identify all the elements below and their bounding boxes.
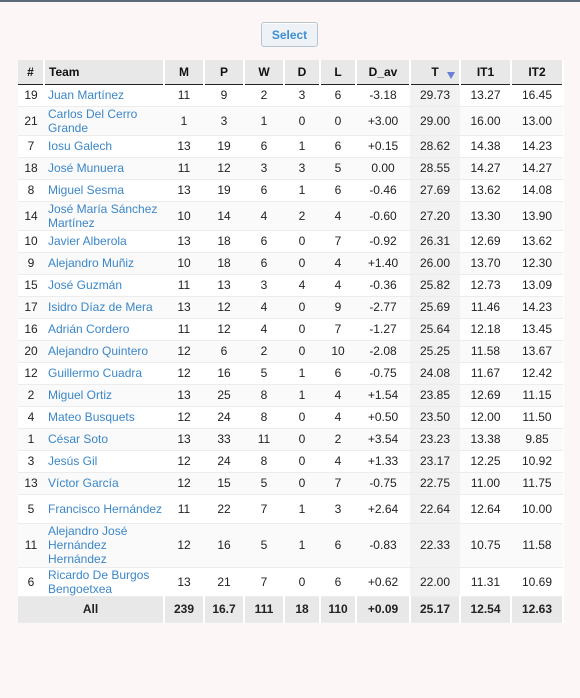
cell-w: 5 — [244, 362, 284, 384]
cell-w: 8 — [244, 384, 284, 406]
cell-it2: 13.62 — [511, 230, 563, 252]
cell-it1: 10.75 — [460, 523, 511, 567]
cell-rank: 4 — [18, 406, 44, 428]
cell-t: 23.23 — [410, 428, 460, 450]
col-header-team[interactable]: Team — [44, 60, 164, 84]
totals-it1: 12.54 — [460, 596, 511, 622]
cell-m: 10 — [164, 252, 204, 274]
cell-p: 9 — [204, 84, 244, 106]
cell-d-av: -1.27 — [356, 318, 410, 340]
cell-m: 12 — [164, 472, 204, 494]
cell-p: 25 — [204, 384, 244, 406]
sort-desc-icon — [447, 72, 455, 79]
cell-d: 2 — [284, 201, 320, 230]
cell-w: 2 — [244, 340, 284, 362]
cell-l: 4 — [320, 274, 356, 296]
cell-m: 13 — [164, 230, 204, 252]
cell-p: 21 — [204, 567, 244, 596]
cell-d: 0 — [284, 450, 320, 472]
cell-d: 0 — [284, 230, 320, 252]
cell-t: 25.82 — [410, 274, 460, 296]
cell-t: 22.64 — [410, 494, 460, 523]
cell-m: 13 — [164, 428, 204, 450]
cell-m: 12 — [164, 450, 204, 472]
cell-m: 12 — [164, 406, 204, 428]
team-link[interactable]: Mateo Busquets — [44, 406, 164, 428]
cell-it2: 11.15 — [511, 384, 563, 406]
cell-l: 7 — [320, 472, 356, 494]
cell-l: 7 — [320, 318, 356, 340]
cell-w: 3 — [244, 274, 284, 296]
cell-t: 28.62 — [410, 135, 460, 157]
cell-t: 27.69 — [410, 179, 460, 201]
totals-p: 16.7 — [204, 596, 244, 622]
col-header-t-label: T — [431, 64, 439, 79]
table-row — [18, 450, 563, 472]
cell-it1: 12.69 — [460, 384, 511, 406]
cell-l: 0 — [320, 106, 356, 135]
cell-l: 4 — [320, 384, 356, 406]
cell-it1: 14.27 — [460, 157, 511, 179]
cell-m: 11 — [164, 274, 204, 296]
cell-p: 22 — [204, 494, 244, 523]
table-row — [18, 252, 563, 274]
cell-l: 4 — [320, 252, 356, 274]
team-link[interactable]: Víctor García — [44, 472, 164, 494]
top-border — [0, 0, 580, 2]
cell-w: 11 — [244, 428, 284, 450]
cell-w: 6 — [244, 252, 284, 274]
team-link[interactable]: Isidro Díaz de Mera — [44, 296, 164, 318]
table-row — [18, 428, 563, 450]
cell-w: 5 — [244, 523, 284, 567]
cell-it1: 13.30 — [460, 201, 511, 230]
cell-rank: 13 — [18, 472, 44, 494]
cell-w: 4 — [244, 318, 284, 340]
table-row — [18, 340, 563, 362]
cell-m: 13 — [164, 179, 204, 201]
cell-m: 10 — [164, 201, 204, 230]
cell-t: 23.17 — [410, 450, 460, 472]
col-header-d[interactable]: D — [284, 60, 320, 84]
cell-rank: 7 — [18, 135, 44, 157]
cell-rank: 12 — [18, 362, 44, 384]
cell-w: 6 — [244, 135, 284, 157]
select-button[interactable]: Select — [261, 22, 318, 47]
team-link[interactable]: José Munuera — [44, 157, 164, 179]
team-link[interactable]: Juan Martínez — [44, 84, 164, 106]
cell-p: 12 — [204, 318, 244, 340]
cell-d-av: +3.00 — [356, 106, 410, 135]
cell-l: 10 — [320, 340, 356, 362]
cell-it2: 12.30 — [511, 252, 563, 274]
cell-l: 6 — [320, 179, 356, 201]
team-link[interactable]: Francisco Hernández — [44, 494, 164, 523]
totals-d: 18 — [284, 596, 320, 622]
cell-rank: 1 — [18, 428, 44, 450]
cell-p: 14 — [204, 201, 244, 230]
cell-l: 5 — [320, 157, 356, 179]
totals-t: 25.17 — [410, 596, 460, 622]
totals-row — [18, 596, 563, 622]
cell-w: 7 — [244, 494, 284, 523]
cell-d-av: +0.50 — [356, 406, 410, 428]
cell-l: 3 — [320, 494, 356, 523]
cell-it2: 14.27 — [511, 157, 563, 179]
cell-p: 13 — [204, 274, 244, 296]
table-row — [18, 406, 563, 428]
table-row — [18, 201, 563, 230]
table-row — [18, 157, 563, 179]
cell-p: 15 — [204, 472, 244, 494]
cell-l: 4 — [320, 406, 356, 428]
cell-w: 4 — [244, 296, 284, 318]
cell-d-av: -0.46 — [356, 179, 410, 201]
cell-p: 12 — [204, 296, 244, 318]
cell-m: 13 — [164, 567, 204, 596]
cell-rank: 3 — [18, 450, 44, 472]
cell-it1: 12.18 — [460, 318, 511, 340]
cell-it2: 14.23 — [511, 135, 563, 157]
cell-w: 5 — [244, 472, 284, 494]
table-row — [18, 296, 563, 318]
cell-it1: 13.27 — [460, 84, 511, 106]
cell-rank: 10 — [18, 230, 44, 252]
cell-d: 4 — [284, 274, 320, 296]
cell-it2: 10.92 — [511, 450, 563, 472]
team-link[interactable]: Miguel Ortiz — [44, 384, 164, 406]
table-row — [18, 567, 563, 596]
team-link[interactable]: Carlos Del Cerro Grande — [44, 106, 164, 135]
team-link[interactable]: César Soto — [44, 428, 164, 450]
cell-it2: 12.42 — [511, 362, 563, 384]
cell-rank: 20 — [18, 340, 44, 362]
cell-m: 12 — [164, 362, 204, 384]
cell-l: 6 — [320, 362, 356, 384]
cell-it2: 10.69 — [511, 567, 563, 596]
table-row — [18, 384, 563, 406]
cell-l: 2 — [320, 428, 356, 450]
cell-d: 0 — [284, 472, 320, 494]
cell-d: 0 — [284, 318, 320, 340]
cell-w: 6 — [244, 179, 284, 201]
totals-d-av: +0.09 — [356, 596, 410, 622]
cell-it1: 16.00 — [460, 106, 511, 135]
cell-p: 12 — [204, 157, 244, 179]
cell-rank: 9 — [18, 252, 44, 274]
team-link[interactable]: Alejandro José Hernández Hernández — [44, 523, 164, 567]
cell-p: 18 — [204, 252, 244, 274]
cell-it2: 14.23 — [511, 296, 563, 318]
totals-w: 111 — [244, 596, 284, 622]
cell-l: 6 — [320, 567, 356, 596]
cell-d: 0 — [284, 106, 320, 135]
cell-d-av: -0.75 — [356, 472, 410, 494]
cell-it1: 11.58 — [460, 340, 511, 362]
cell-d-av: 0.00 — [356, 157, 410, 179]
cell-m: 1 — [164, 106, 204, 135]
table-row — [18, 472, 563, 494]
totals-l: 110 — [320, 596, 356, 622]
cell-rank: 2 — [18, 384, 44, 406]
cell-it2: 16.45 — [511, 84, 563, 106]
cell-it1: 13.70 — [460, 252, 511, 274]
cell-t: 23.85 — [410, 384, 460, 406]
cell-t: 22.33 — [410, 523, 460, 567]
cell-p: 24 — [204, 450, 244, 472]
cell-rank: 15 — [18, 274, 44, 296]
standings-table — [18, 60, 564, 623]
table-row — [18, 523, 563, 567]
cell-t: 29.00 — [410, 106, 460, 135]
cell-it1: 11.31 — [460, 567, 511, 596]
team-link[interactable]: Javier Alberola — [44, 230, 164, 252]
cell-it2: 13.09 — [511, 274, 563, 296]
cell-t: 25.25 — [410, 340, 460, 362]
col-header-t[interactable] — [410, 60, 460, 84]
cell-d: 0 — [284, 296, 320, 318]
team-link[interactable]: Jesús Gil — [44, 450, 164, 472]
col-header-w[interactable]: W — [244, 60, 284, 84]
totals-label: All — [18, 596, 164, 622]
cell-it1: 11.46 — [460, 296, 511, 318]
cell-rank: 18 — [18, 157, 44, 179]
cell-m: 11 — [164, 84, 204, 106]
cell-it1: 13.38 — [460, 428, 511, 450]
totals-m: 239 — [164, 596, 204, 622]
cell-d-av: -2.77 — [356, 296, 410, 318]
cell-w: 8 — [244, 450, 284, 472]
table-row — [18, 362, 563, 384]
header-row — [18, 60, 563, 84]
cell-d-av: +1.40 — [356, 252, 410, 274]
cell-d: 0 — [284, 340, 320, 362]
cell-it2: 13.00 — [511, 106, 563, 135]
cell-rank: 14 — [18, 201, 44, 230]
cell-w: 4 — [244, 201, 284, 230]
cell-d: 1 — [284, 523, 320, 567]
cell-w: 2 — [244, 84, 284, 106]
cell-l: 7 — [320, 230, 356, 252]
cell-p: 33 — [204, 428, 244, 450]
table-row — [18, 274, 563, 296]
cell-d-av: +0.15 — [356, 135, 410, 157]
cell-p: 19 — [204, 179, 244, 201]
team-link[interactable]: Guillermo Cuadra — [44, 362, 164, 384]
cell-t: 28.55 — [410, 157, 460, 179]
cell-rank: 6 — [18, 567, 44, 596]
col-header-d-av[interactable]: D_av — [356, 60, 410, 84]
cell-it2: 14.08 — [511, 179, 563, 201]
cell-it1: 13.62 — [460, 179, 511, 201]
cell-d-av: -3.18 — [356, 84, 410, 106]
table-row — [18, 84, 563, 106]
cell-it1: 11.00 — [460, 472, 511, 494]
cell-d-av: +1.33 — [356, 450, 410, 472]
cell-rank: 5 — [18, 494, 44, 523]
cell-it2: 10.00 — [511, 494, 563, 523]
cell-t: 25.64 — [410, 318, 460, 340]
cell-l: 4 — [320, 201, 356, 230]
cell-m: 12 — [164, 523, 204, 567]
cell-d: 1 — [284, 494, 320, 523]
col-header-m[interactable]: M — [164, 60, 204, 84]
cell-it1: 12.73 — [460, 274, 511, 296]
cell-d: 0 — [284, 252, 320, 274]
cell-it1: 12.69 — [460, 230, 511, 252]
cell-it2: 11.50 — [511, 406, 563, 428]
cell-d: 1 — [284, 384, 320, 406]
cell-d-av: -0.60 — [356, 201, 410, 230]
cell-p: 19 — [204, 135, 244, 157]
cell-p: 3 — [204, 106, 244, 135]
cell-m: 12 — [164, 340, 204, 362]
cell-p: 16 — [204, 523, 244, 567]
table-row — [18, 494, 563, 523]
cell-l: 6 — [320, 523, 356, 567]
cell-w: 7 — [244, 567, 284, 596]
cell-it1: 12.64 — [460, 494, 511, 523]
cell-rank: 16 — [18, 318, 44, 340]
cell-it2: 11.58 — [511, 523, 563, 567]
team-link[interactable]: Alejandro Muñiz — [44, 252, 164, 274]
cell-d: 3 — [284, 157, 320, 179]
cell-t: 25.69 — [410, 296, 460, 318]
cell-it2: 13.90 — [511, 201, 563, 230]
team-link[interactable]: Miguel Sesma — [44, 179, 164, 201]
cell-it2: 13.45 — [511, 318, 563, 340]
cell-m: 13 — [164, 296, 204, 318]
cell-rank: 8 — [18, 179, 44, 201]
col-header-p[interactable]: P — [204, 60, 244, 84]
cell-l: 6 — [320, 135, 356, 157]
cell-l: 9 — [320, 296, 356, 318]
cell-t: 29.73 — [410, 84, 460, 106]
table-row — [18, 106, 563, 135]
team-link[interactable]: Iosu Galech — [44, 135, 164, 157]
cell-p: 6 — [204, 340, 244, 362]
cell-t: 22.00 — [410, 567, 460, 596]
cell-d-av: -0.36 — [356, 274, 410, 296]
cell-it1: 12.25 — [460, 450, 511, 472]
col-header-it2[interactable]: IT2 — [511, 60, 563, 84]
team-link[interactable]: Alejandro Quintero — [44, 340, 164, 362]
cell-p: 18 — [204, 230, 244, 252]
cell-it1: 14.38 — [460, 135, 511, 157]
cell-m: 11 — [164, 318, 204, 340]
cell-d-av: +3.54 — [356, 428, 410, 450]
cell-w: 6 — [244, 230, 284, 252]
totals-it2: 12.63 — [511, 596, 563, 622]
cell-d: 0 — [284, 406, 320, 428]
col-header-rank[interactable]: # — [18, 60, 44, 84]
col-header-l[interactable]: L — [320, 60, 356, 84]
cell-w: 3 — [244, 157, 284, 179]
cell-it2: 13.67 — [511, 340, 563, 362]
team-link[interactable]: José Guzmán — [44, 274, 164, 296]
cell-it1: 12.00 — [460, 406, 511, 428]
cell-it2: 9.85 — [511, 428, 563, 450]
cell-rank: 21 — [18, 106, 44, 135]
cell-t: 23.50 — [410, 406, 460, 428]
cell-d: 0 — [284, 428, 320, 450]
cell-d-av: -0.83 — [356, 523, 410, 567]
cell-it2: 11.75 — [511, 472, 563, 494]
team-link[interactable]: José María Sánchez Martínez — [44, 201, 164, 230]
table-row — [18, 135, 563, 157]
cell-rank: 17 — [18, 296, 44, 318]
cell-t: 22.75 — [410, 472, 460, 494]
cell-d-av: +2.64 — [356, 494, 410, 523]
cell-w: 8 — [244, 406, 284, 428]
cell-d: 1 — [284, 179, 320, 201]
cell-d-av: -0.92 — [356, 230, 410, 252]
cell-l: 4 — [320, 450, 356, 472]
cell-t: 24.08 — [410, 362, 460, 384]
cell-m: 11 — [164, 157, 204, 179]
cell-w: 1 — [244, 106, 284, 135]
cell-d: 3 — [284, 84, 320, 106]
col-header-it1[interactable]: IT1 — [460, 60, 511, 84]
table-row — [18, 179, 563, 201]
cell-d: 1 — [284, 362, 320, 384]
cell-t: 26.31 — [410, 230, 460, 252]
cell-d: 1 — [284, 135, 320, 157]
cell-rank: 19 — [18, 84, 44, 106]
team-link[interactable]: Adrián Cordero — [44, 318, 164, 340]
cell-m: 11 — [164, 494, 204, 523]
cell-d-av: +0.62 — [356, 567, 410, 596]
cell-p: 24 — [204, 406, 244, 428]
cell-d-av: +1.54 — [356, 384, 410, 406]
cell-d: 0 — [284, 567, 320, 596]
cell-it1: 11.67 — [460, 362, 511, 384]
team-link[interactable]: Ricardo De Burgos Bengoetxea — [44, 567, 164, 596]
cell-d-av: -2.08 — [356, 340, 410, 362]
cell-rank: 11 — [18, 523, 44, 567]
cell-t: 27.20 — [410, 201, 460, 230]
cell-p: 16 — [204, 362, 244, 384]
cell-d-av: -0.75 — [356, 362, 410, 384]
table-row — [18, 230, 563, 252]
cell-t: 26.00 — [410, 252, 460, 274]
cell-l: 6 — [320, 84, 356, 106]
cell-m: 13 — [164, 135, 204, 157]
table-row — [18, 318, 563, 340]
cell-m: 13 — [164, 384, 204, 406]
